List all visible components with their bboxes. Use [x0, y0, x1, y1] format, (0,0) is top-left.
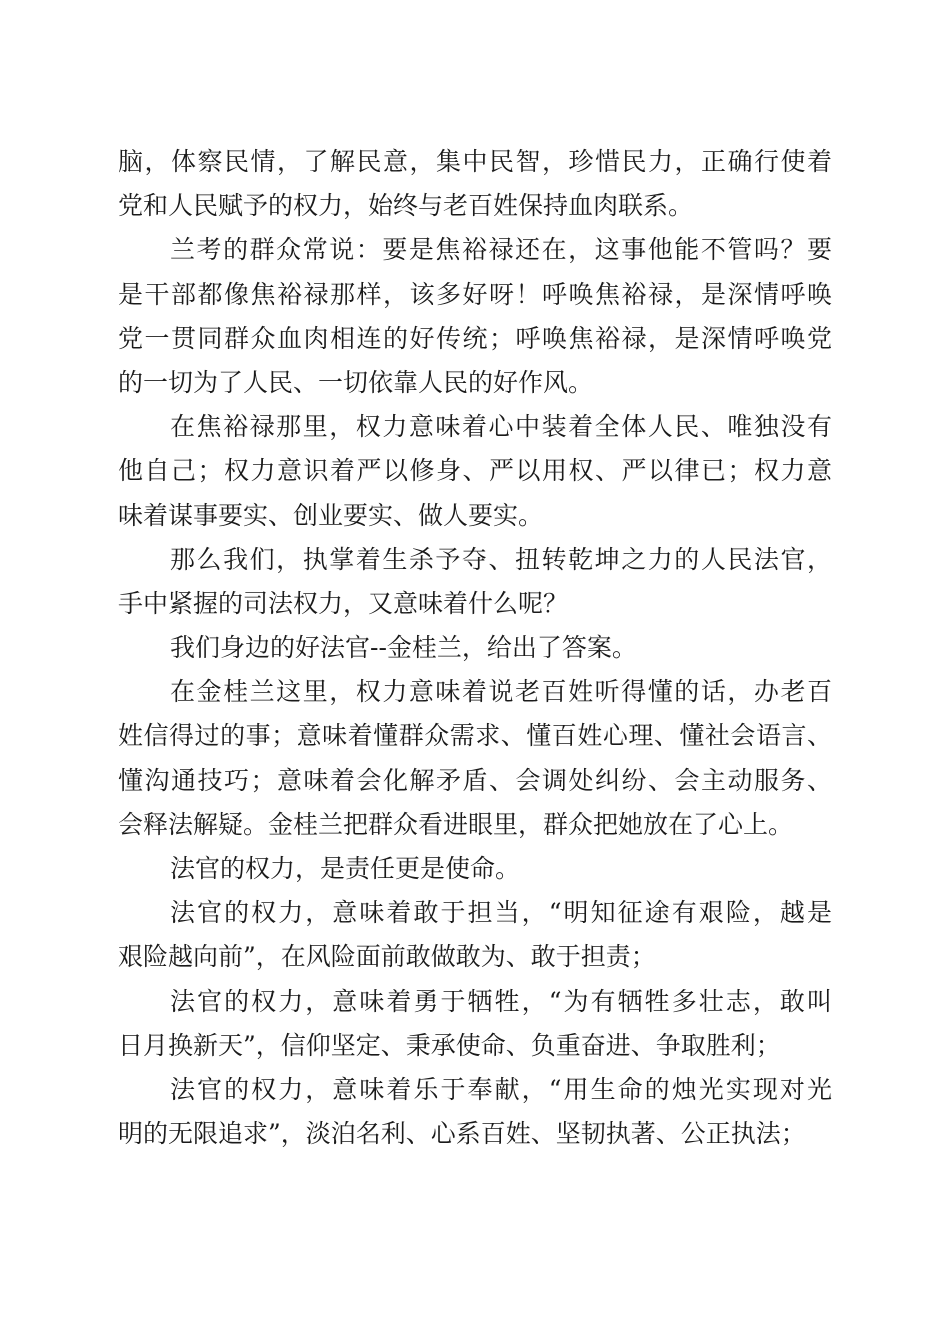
text-line: 他自己；权力意识着严以修身、严以用权、严以律已；权力意	[118, 456, 832, 486]
text-line: 法官的权力，是责任更是使命。	[170, 854, 521, 883]
text-line: 那么我们，执掌着生杀予夺、扭转乾坤之力的人民法官，	[170, 544, 832, 574]
text-line: 会释法解疑。金桂兰把群众看进眼里，群众把她放在了心上。	[118, 809, 794, 839]
text-line: 脑，体察民情，了解民意，集中民智，珍惜民力，正确行使着	[118, 147, 832, 176]
text-line: 手中紧握的司法权力，又意味着什么呢？	[118, 588, 569, 618]
text-line: 的一切为了人民、一切依靠人民的好作风。	[118, 367, 594, 397]
text-line: 我们身边的好法官--金桂兰，给出了答案。	[170, 633, 637, 663]
text-line: 兰考的群众常说：要是焦裕禄还在，这事他能不管吗？要	[170, 235, 832, 265]
text-line: 味着谋事要实、创业要实、做人要实。	[118, 500, 544, 530]
text-line: 党和人民赋予的权力，始终与老百姓保持血肉联系。	[118, 191, 694, 221]
text-line: 在金桂兰这里，权力意味着说老百姓听得懂的话，办老百	[170, 677, 832, 707]
document-body	[118, 140, 832, 1156]
text-line: 是干部都像焦裕禄那样，该多好呀！呼唤焦裕禄，是深情呼唤	[118, 279, 832, 309]
text-line: 法官的权力，意味着勇于牺牲，“为有牺牲多壮志，敢叫	[170, 986, 832, 1016]
text-line: 法官的权力，意味着敢于担当，“明知征途有艰险，越是	[170, 898, 832, 928]
text-line: 姓信得过的事；意味着懂群众需求、懂百姓心理、懂社会语言、	[118, 721, 832, 751]
text-line: 艰险越向前”，在风险面前敢做敢为、敢于担责；	[118, 942, 656, 972]
text-line: 懂沟通技巧；意味着会化解矛盾、会调处纠纷、会主动服务、	[118, 765, 832, 795]
text-line: 明的无限追求”，淡泊名利、心系百姓、坚韧执著、公正执法；	[118, 1119, 806, 1149]
text-line: 法官的权力，意味着乐于奉献，“用生命的烛光实现对光	[170, 1074, 832, 1104]
text-line: 在焦裕禄那里，权力意味着心中装着全体人民、唯独没有	[170, 412, 832, 442]
text-line: 党一贯同群众血肉相连的好传统；呼唤焦裕禄，是深情呼唤党	[118, 323, 832, 353]
text-line: 日月换新天”，信仰坚定、秉承使命、负重奋进、争取胜利；	[118, 1030, 781, 1060]
